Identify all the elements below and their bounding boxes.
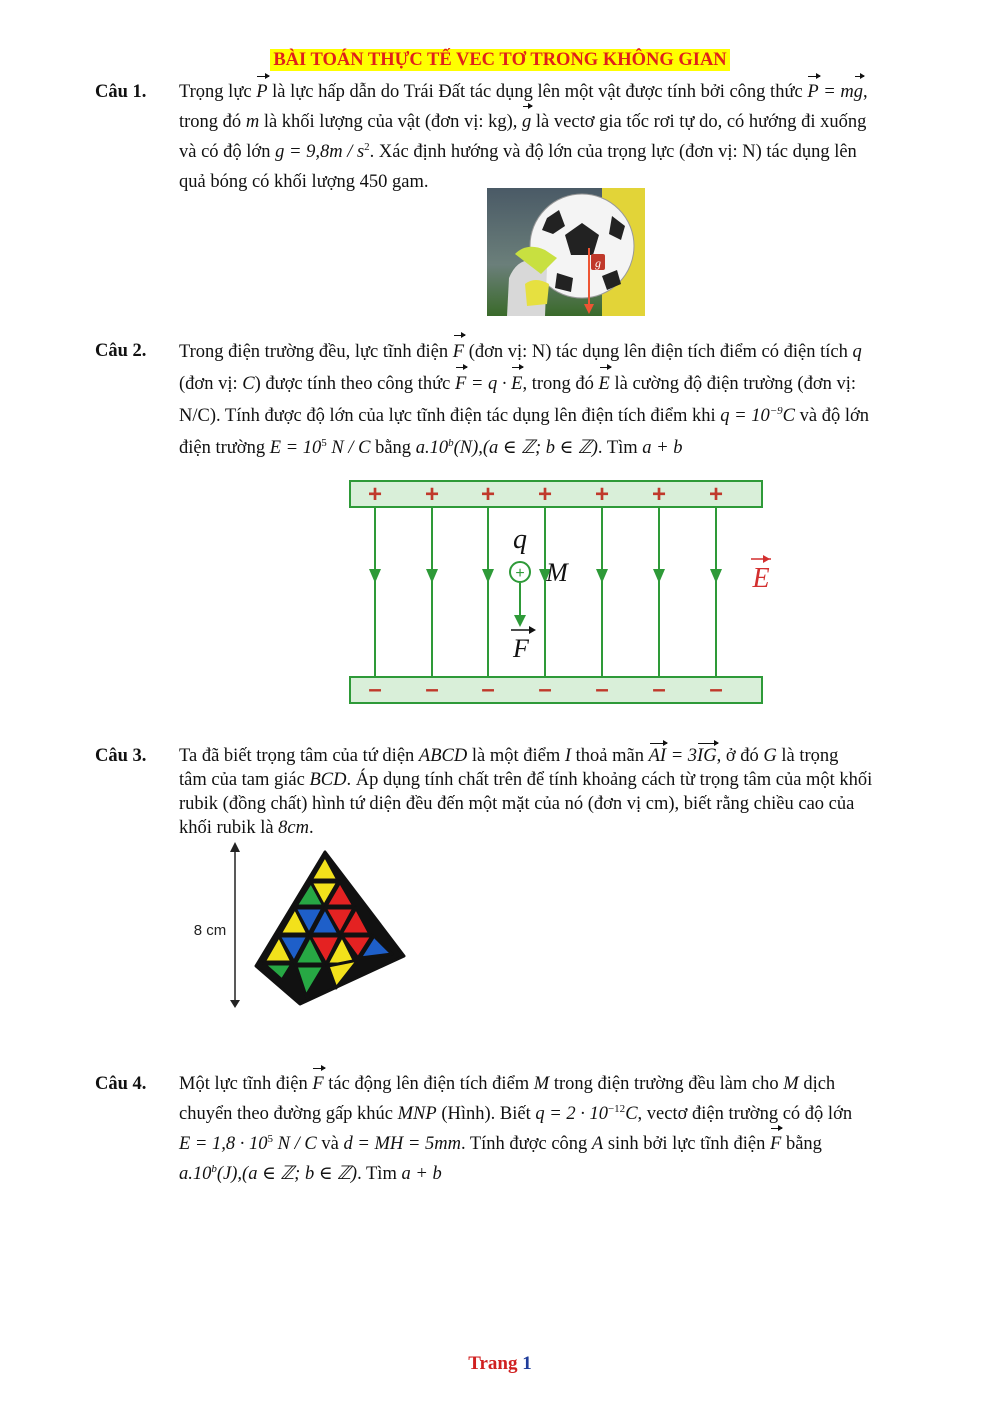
minus-sign: – [595, 676, 609, 703]
height-label: 8 cm [193, 922, 227, 939]
charge-q-label: q [513, 524, 527, 555]
field-e-label: E [752, 563, 770, 594]
question-text: Trọng lực P là lực hấp dẫn do Trái Đất tác dụng lên một vật được tính bởi công thức P = mg, trong đó m là khối lượng của vật (đơn vị: kg), g là vectơ gia tốc rơi tự do, có hướng đi xuống và có độ lớn $g = 9,8m / s^2$. Xác định hướng và độ lớn của trọng lực (đơn vị: N) tác dụng lên quả bóng có khối lượng 450 gam. [179, 77, 952, 197]
question-label: Câu 4. [95, 1074, 147, 1094]
question-text: Trong điện trường đều, lực tĩnh điện F (đơn vị: N) tác dụng lên điện tích điểm có điện tích q (đơn vị: C) được tính theo công thức F = q · E, trong đó E là cường độ điện trường (đơn vị: N/C). Tính được độ lớn của lực tĩnh điện tác dụng lên điện tích điểm khi $q = 10^{-9}C$ và độ lớn điện trường $E = 10^5$ N / C bằng a.10$^b$(N),(a ∈ ℤ; b ∈ ℤ). Tìm a + b [179, 336, 952, 464]
question-label: Câu 3. [95, 746, 147, 766]
minus-sign: – [709, 676, 723, 703]
force-f-label: F [513, 634, 529, 663]
svg-text:+: + [515, 565, 525, 582]
question-1 [95, 77, 952, 197]
plus-sign: + [651, 481, 667, 508]
point-m-label: M [546, 558, 568, 587]
plus-sign: + [708, 481, 724, 508]
question-text: Ta đã biết trọng tâm của tứ diện ABCD là một điểm I thoả mãn AI = 3IG, ở đó G là trọng tâm của tam giác BCD. Áp dụng tính chất trên để tính khoảng cách từ trọng tâm của một khối rubik (đồng chất) hình tứ diện đều đến một mặt của nó (đơn vị cm), biết rằng chiều cao của khối rubik là 8cm. [179, 746, 873, 838]
minus-sign: – [652, 676, 666, 703]
plus-sign: + [367, 481, 383, 508]
pyraminx-image [178, 838, 418, 1010]
question-3 [95, 744, 952, 840]
negative-plate [350, 677, 762, 703]
question-label: Câu 2. [95, 341, 147, 361]
minus-sign: – [538, 676, 552, 703]
plus-sign: + [480, 481, 496, 508]
page-number: 1 [522, 1353, 532, 1374]
plus-sign: + [594, 481, 610, 508]
soccer-ball-image [487, 188, 645, 316]
plus-sign: + [537, 481, 553, 508]
plus-sign: + [424, 481, 440, 508]
minus-sign: – [481, 676, 495, 703]
question-text: Một lực tĩnh điện F tác động lên điện tích điểm M trong điện trường đều làm cho M dịch chuyển theo đường gấp khúc MNP (Hình). Biết $q = 2 \cdot 10^{-12}C$, vectơ điện trường có độ lớn $E = 1,8 \cdot 10^5$ N / C và d = MH = 5mm. Tính được công A sinh bởi lực tĩnh điện F bằng a.10$^b$(J),(a ∈ ℤ; b ∈ ℤ). Tìm a + b [179, 1069, 952, 1189]
question-4 [95, 1069, 952, 1189]
question-label: Câu 1. [95, 82, 147, 102]
page-footer: Trang 1 [468, 1353, 532, 1374]
positive-plate [350, 481, 762, 507]
electric-field-diagram [345, 477, 770, 709]
minus-sign: – [425, 676, 439, 703]
minus-sign: – [368, 676, 382, 703]
question-2 [95, 336, 952, 464]
g-label: g [595, 256, 601, 270]
page-title: BÀI TOÁN THỰC TẾ VEC TƠ TRONG KHÔNG GIAN [0, 50, 1000, 71]
